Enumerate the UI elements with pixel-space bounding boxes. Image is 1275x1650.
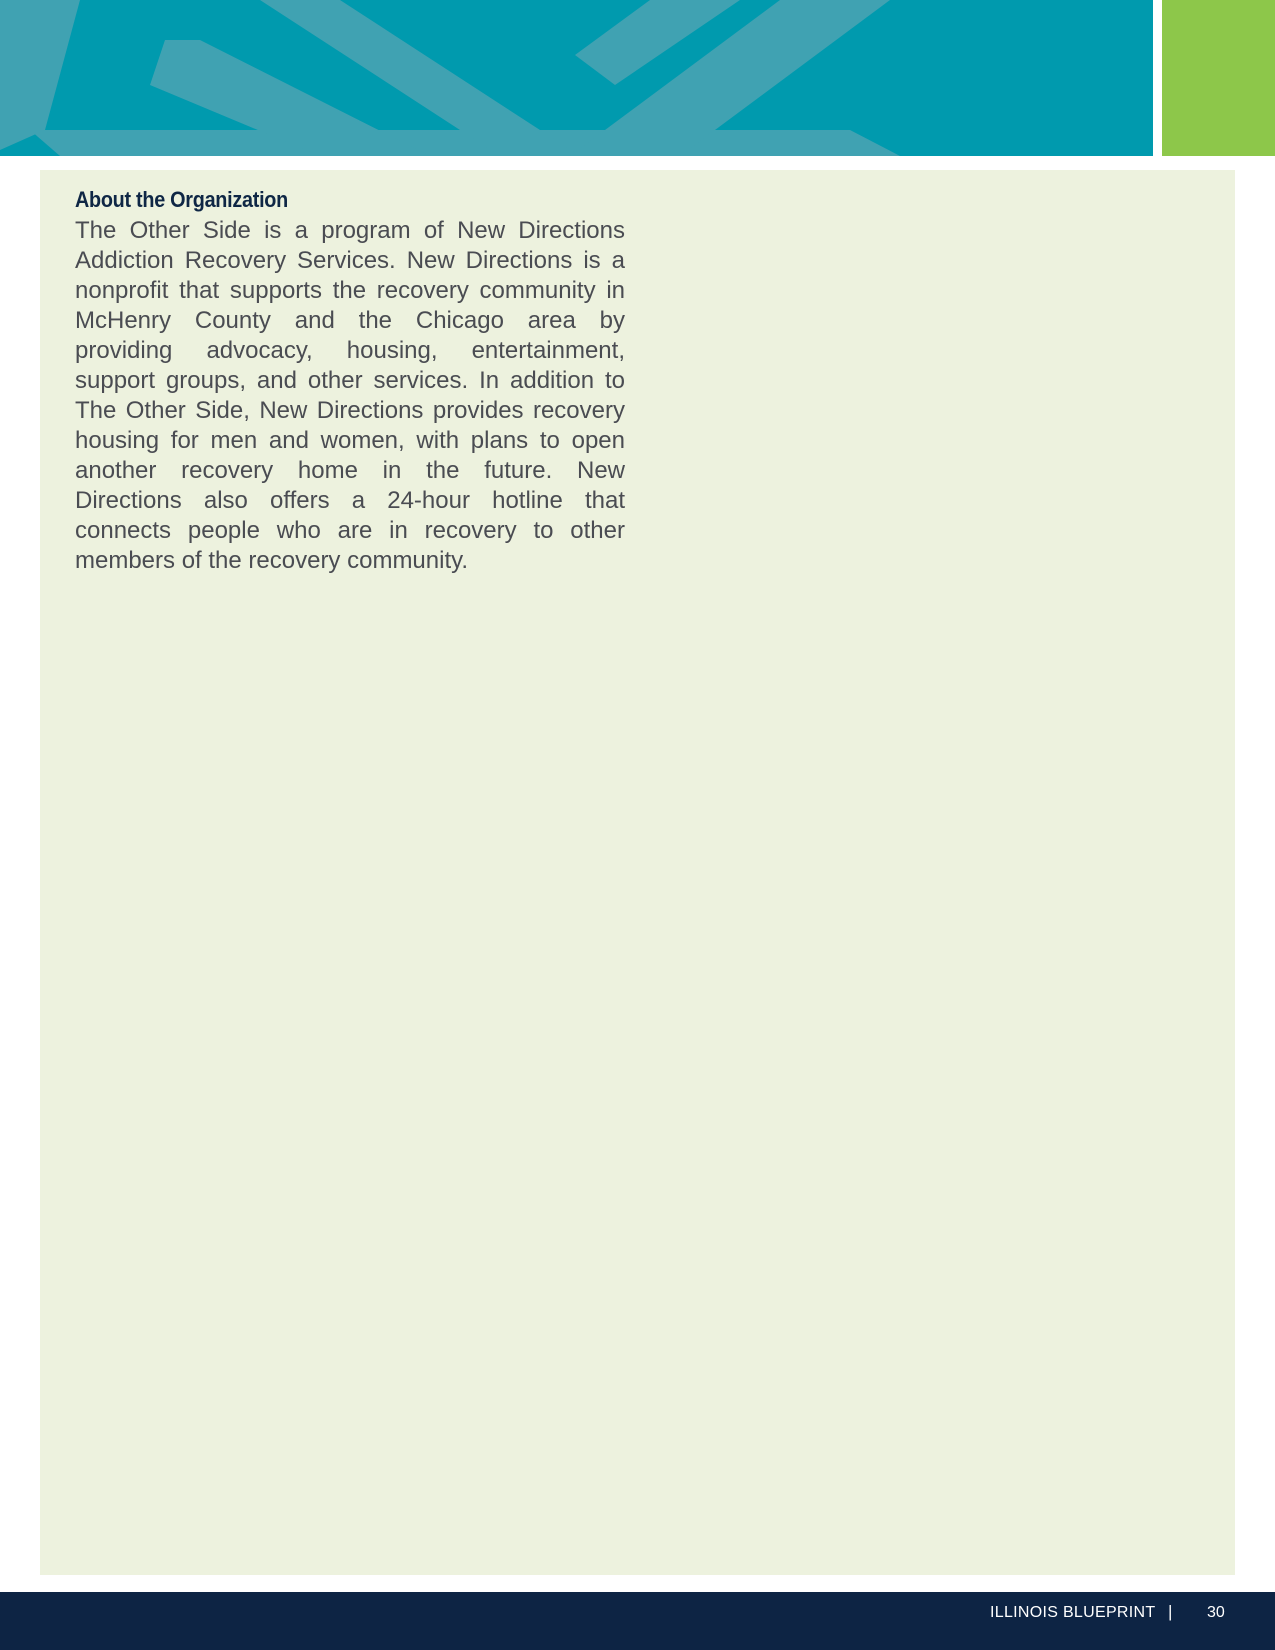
organization-description: The Other Side is a program of New Directions Addiction Recovery Services. New Directions is a nonprofit that supports the recovery community in McHenry County and the Chicago area by providing advocacy, housing, entertainment, support groups, and other services. In addition to The Other Side, New Directions provides recovery housing for men and women, with plans to open another recovery home in the future. New Directions also offers a 24-hour hotline that connects people who are in recovery to other members of the recovery community. <box>75 217 625 574</box>
footer-publication-title: ILLINOIS BLUEPRINT <box>990 1604 1156 1621</box>
footer-divider: | <box>1168 1602 1173 1621</box>
pattern-lower-band <box>30 130 900 156</box>
header-banner <box>0 0 1153 156</box>
header-pattern-graphic <box>0 0 1153 156</box>
page-number: 30 <box>1207 1604 1225 1621</box>
pattern-left-diagonal <box>0 0 80 150</box>
section-heading: About the Organization <box>75 187 288 212</box>
header-accent-block <box>1162 0 1275 156</box>
